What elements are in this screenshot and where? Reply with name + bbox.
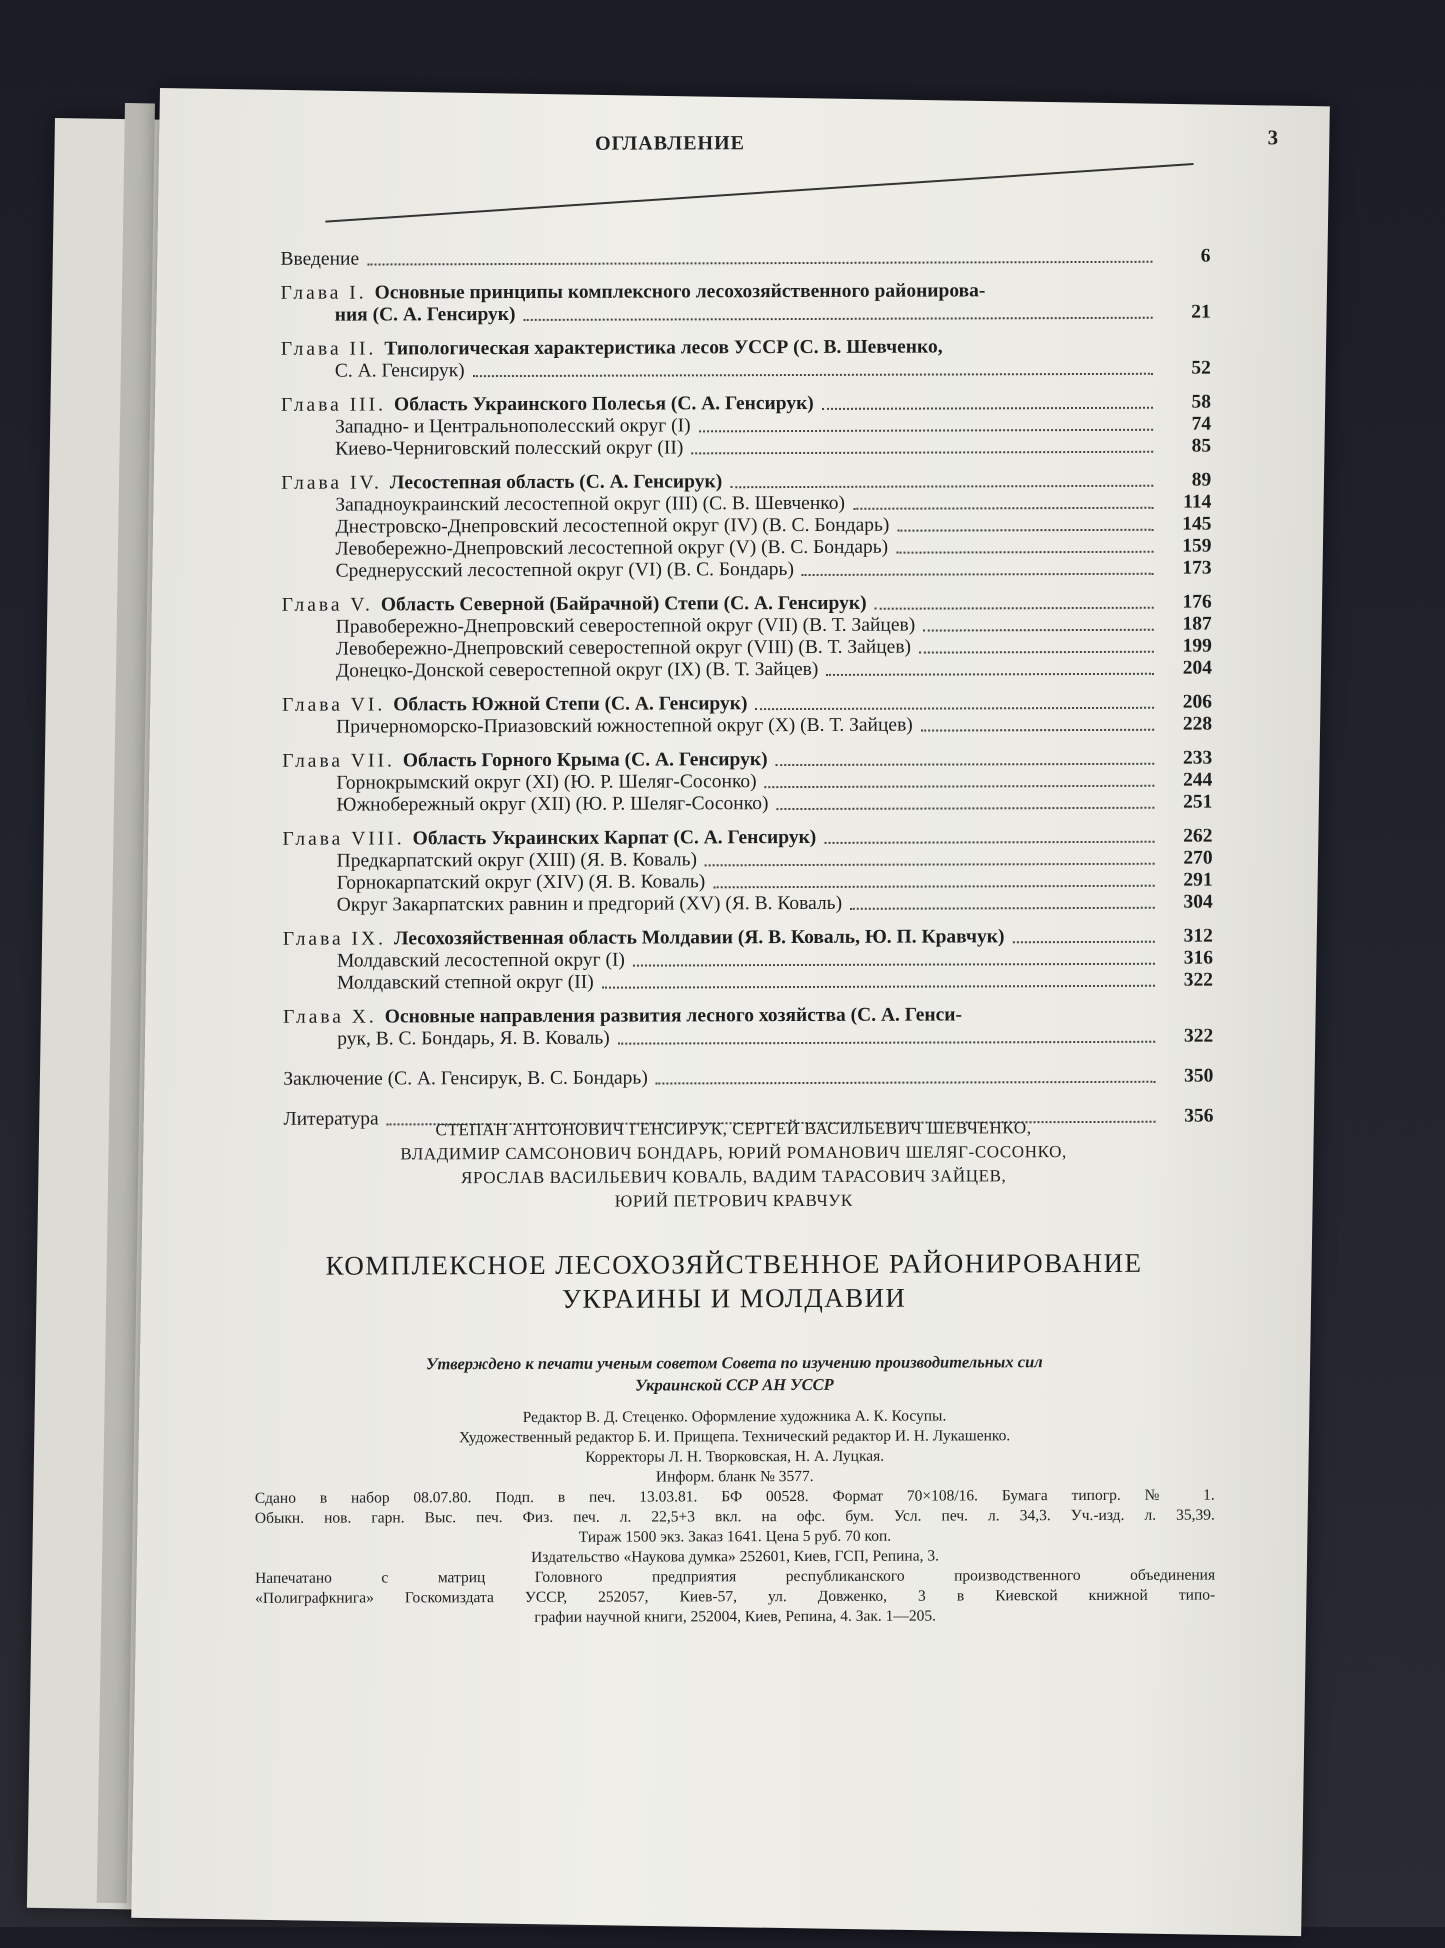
chapter-title: Область Горного Крыма (С. А. Генсирук) bbox=[402, 749, 768, 772]
toc-entry-intro bbox=[280, 246, 1210, 271]
toc-entry-text: Введение bbox=[280, 248, 360, 270]
leader-dots bbox=[755, 707, 1154, 710]
leader-dots bbox=[524, 317, 1153, 321]
approval-line: Украинской ССР АН УССР bbox=[635, 1374, 834, 1395]
subentry-text: Молдавский лесостепной округ (I) bbox=[336, 949, 625, 972]
chapter-title: Основные принципы комплексного лесохозяйственного районирова- bbox=[374, 280, 986, 304]
leader-dots bbox=[802, 573, 1154, 576]
toc-page-number: 204 bbox=[1182, 657, 1212, 679]
toc-page-number: 316 bbox=[1183, 947, 1213, 969]
toc-subentry bbox=[282, 658, 1212, 683]
toc-page-number: 206 bbox=[1182, 691, 1213, 713]
book-title-line: УКРАИНЫ И МОЛДАВИИ bbox=[561, 1282, 907, 1314]
toc-subentry bbox=[281, 414, 1211, 439]
toc-subentry bbox=[282, 636, 1212, 661]
leader-dots bbox=[822, 407, 1153, 410]
toc-subentry bbox=[282, 714, 1212, 739]
toc-subentry bbox=[281, 514, 1211, 539]
toc-page-number: 187 bbox=[1182, 613, 1212, 635]
toc-page-number: 291 bbox=[1183, 869, 1213, 891]
toc-heading: ОГЛАВЛЕНИЕ bbox=[595, 132, 746, 155]
subentry-text: Левобережно-Днепровский лесостепной округ (V) (В. С. Бондарь) bbox=[335, 536, 889, 560]
subentry-text: Причерноморско-Приазовский южностепной округ (X) (В. Т. Зайцев) bbox=[336, 714, 913, 738]
toc-page-number: 270 bbox=[1183, 847, 1213, 869]
leader-dots bbox=[1012, 941, 1154, 943]
leader-dots bbox=[367, 261, 1152, 266]
chapter-title: Область Украинского Полесья (С. А. Генсирук) bbox=[393, 392, 814, 416]
leader-dots bbox=[921, 729, 1154, 732]
chapter-label: Глава VI. bbox=[282, 694, 386, 716]
toc-page-number: 114 bbox=[1183, 491, 1212, 513]
toc-chapter-8 bbox=[282, 826, 1212, 917]
toc-chapter-6 bbox=[282, 692, 1212, 739]
imprint-block bbox=[255, 1406, 1216, 1629]
toc-page-number: 89 bbox=[1191, 469, 1212, 491]
subentry-text: Горнокарпатский округ (XIV) (Я. В. Коваль) bbox=[336, 871, 706, 894]
toc-subentry bbox=[282, 770, 1212, 795]
toc-subentry bbox=[282, 614, 1212, 639]
chapter-label: Глава II. bbox=[280, 338, 377, 360]
chapter-title: Основные направления развития лесного хозяйства (С. А. Генси- bbox=[384, 1004, 963, 1028]
toc-subentry bbox=[281, 492, 1211, 517]
toc-subentry bbox=[283, 848, 1213, 873]
leader-dots bbox=[850, 907, 1155, 910]
subentry-text: Среднерусский лесостепной округ (VI) (В. С. Бондарь) bbox=[335, 559, 794, 582]
subentry-text: Округ Закарпатских равнин и предгорий (XV) (Я. В. Коваль) bbox=[336, 892, 843, 916]
leader-dots bbox=[730, 485, 1153, 488]
leader-dots bbox=[853, 507, 1153, 510]
page-number: 3 bbox=[1267, 125, 1279, 150]
approval-line: Утверждено к печати ученым советом Совета по изучению производительных сил bbox=[425, 1352, 1043, 1374]
chapter-title: Область Украинских Карпат (С. А. Генсирук) bbox=[412, 826, 817, 850]
book-title bbox=[314, 1246, 1154, 1317]
author-line: ВЛАДИМИР САМСОНОВИЧ БОНДАРЬ, ЮРИЙ РОМАНОВИЧ ШЕЛЯГ-СОСОНКО, bbox=[400, 1142, 1067, 1164]
chapter-title-cont: С. А. Генсирук) bbox=[334, 360, 465, 382]
chapter-label: Глава VII. bbox=[282, 750, 395, 772]
toc-chapter-9 bbox=[283, 926, 1213, 995]
toc-entry-conclusion bbox=[283, 1066, 1213, 1091]
toc-page-number: 145 bbox=[1182, 513, 1212, 535]
toc-chapter-10 bbox=[283, 1004, 1213, 1051]
leader-dots bbox=[896, 551, 1153, 554]
imprint-line: Информ. бланк № 3577. bbox=[655, 1467, 814, 1486]
toc-subentry bbox=[283, 892, 1213, 917]
chapter-label: Глава III. bbox=[280, 394, 387, 416]
imprint-line: Сдано в набор 08.07.80. Подп. в печ. 13.03.81. БФ 00528. Формат 70×108/16. Бумага типогр. № 1. bbox=[254, 1486, 1215, 1507]
toc-chapter-5 bbox=[282, 592, 1212, 683]
toc-page-number: 233 bbox=[1182, 747, 1213, 769]
chapter-title-cont: ния (С. А. Генсирук) bbox=[334, 303, 516, 326]
imprint-line: Напечатано с матриц Головного предприятия республиканского производственного объединения bbox=[255, 1566, 1216, 1587]
leader-dots bbox=[699, 429, 1153, 433]
chapter-label: Глава IX. bbox=[282, 928, 387, 950]
toc-page-number: 176 bbox=[1182, 591, 1212, 613]
book-page bbox=[131, 88, 1330, 1936]
chapter-label: Глава V. bbox=[281, 594, 373, 616]
chapter-title: Область Северной (Байрачной) Степи (С. А. Генсирук) bbox=[380, 592, 867, 616]
toc-page-number: 322 bbox=[1183, 969, 1214, 991]
subentry-text: Правобережно-Днепровский северостепной округ (VII) (В. Т. Зайцев) bbox=[335, 614, 916, 638]
heading-rule bbox=[325, 163, 1193, 223]
subentry-text: Левобережно-Днепровский северостепной округ (VIII) (В. Т. Зайцев) bbox=[335, 636, 912, 660]
toc-page-number: 251 bbox=[1183, 791, 1213, 813]
leader-dots bbox=[919, 651, 1154, 654]
leader-dots bbox=[656, 1081, 1156, 1085]
toc-subentry bbox=[283, 870, 1213, 895]
toc-page-number: 244 bbox=[1183, 769, 1213, 791]
book-title-line: КОМПЛЕКСНОЕ ЛЕСОХОЗЯЙСТВЕННОЕ РАЙОНИРОВАНИЕ bbox=[325, 1247, 1143, 1281]
leader-dots bbox=[633, 963, 1155, 967]
author-line: ЮРИЙ ПЕТРОВИЧ КРАВЧУК bbox=[614, 1190, 853, 1211]
toc-page-number: 304 bbox=[1183, 891, 1213, 913]
toc-subentry bbox=[281, 536, 1211, 561]
approval-note bbox=[334, 1351, 1134, 1398]
leader-dots bbox=[776, 763, 1155, 766]
leader-dots bbox=[705, 863, 1155, 867]
author-line: СТЕПАН АНТОНОВИЧ ГЕНСИРУК, СЕРГЕЙ ВАСИЛЬЕВИЧ ШЕВЧЕНКО, bbox=[435, 1118, 1032, 1140]
subentry-text: Молдавский степной округ (II) bbox=[336, 971, 594, 994]
leader-dots bbox=[713, 885, 1154, 889]
toc-chapter-4 bbox=[281, 470, 1211, 583]
imprint-line: Обыкн. нов. гарн. Выс. печ. Физ. печ. л. 22,5+3 вкл. на офс. бум. Усл. печ. л. 34,3. Уч.-изд. л. 35,39. bbox=[254, 1506, 1215, 1527]
toc-chapter-3 bbox=[281, 392, 1211, 461]
leader-dots bbox=[691, 451, 1153, 455]
toc-subentry bbox=[283, 948, 1213, 973]
toc-page-number: 173 bbox=[1182, 557, 1212, 579]
toc-page-number: 74 bbox=[1191, 413, 1212, 435]
toc-page-number: 199 bbox=[1182, 635, 1212, 657]
imprint-line: Художественный редактор Б. И. Прищепа. Технический редактор И. Н. Лукашенко. bbox=[458, 1427, 1011, 1447]
leader-dots bbox=[923, 629, 1154, 632]
toc-subentry bbox=[283, 970, 1213, 995]
subentry-text: Донецко-Донской северостепной округ (IX) (В. Т. Зайцев) bbox=[335, 658, 819, 682]
toc-subentry bbox=[282, 558, 1212, 583]
toc-chapter-1 bbox=[281, 280, 1211, 327]
imprint-line: графии научной книги, 252004, Киев, Репина, 4. Зак. 1—205. bbox=[534, 1607, 937, 1626]
toc-page-number: 21 bbox=[1191, 301, 1211, 323]
chapter-label: Глава IV. bbox=[281, 472, 382, 494]
toc-page-number: 322 bbox=[1183, 1025, 1214, 1047]
toc-page-number: 6 bbox=[1200, 245, 1211, 267]
chapter-title: Лесостепная область (С. А. Генсирук) bbox=[389, 471, 723, 494]
author-list bbox=[333, 1116, 1133, 1215]
toc-entry-text: Литература bbox=[283, 1108, 379, 1130]
leader-dots bbox=[824, 841, 1154, 844]
author-line: ЯРОСЛАВ ВАСИЛЬЕВИЧ КОВАЛЬ, ВАДИМ ТАРАСОВИЧ ЗАЙЦЕВ, bbox=[460, 1166, 1007, 1188]
leader-dots bbox=[473, 373, 1153, 377]
subentry-text: Предкарпатский округ (XIII) (Я. В. Коваль) bbox=[336, 849, 698, 872]
imprint-line: «Полиграфкнига» Госкомиздата УССР, 252057, Киев-57, ул. Довженко, 3 в Киевской книжной типо- bbox=[255, 1586, 1216, 1607]
chapter-label: Глава VIII. bbox=[282, 828, 405, 850]
chapter-title: Лесохозяйственная область Молдавии (Я. В. Коваль, Ю. П. Кравчук) bbox=[393, 926, 1005, 950]
imprint-line: Тираж 1500 экз. Заказ 1641. Цена 5 руб. 70 коп. bbox=[578, 1527, 892, 1546]
leader-dots bbox=[897, 529, 1153, 532]
subentry-text: Горнокрымский округ (XI) (Ю. Р. Шеляг-Сосонко) bbox=[336, 771, 757, 794]
leader-dots bbox=[776, 807, 1154, 810]
imprint-line: Корректоры Л. Н. Творковская, Н. А. Луцкая. bbox=[585, 1447, 885, 1466]
toc-page-number: 85 bbox=[1191, 435, 1212, 457]
subentry-text: Днестровско-Днепровский лесостепной округ (IV) (В. С. Бондарь) bbox=[335, 514, 890, 538]
leader-dots bbox=[875, 607, 1154, 610]
toc-entry-text: Заключение (С. А. Генсирук, В. С. Бондарь) bbox=[283, 1067, 648, 1090]
toc-page-number: 356 bbox=[1184, 1105, 1214, 1127]
toc-chapter-2 bbox=[281, 336, 1211, 383]
toc-page-number: 159 bbox=[1182, 535, 1212, 557]
toc-page-number: 228 bbox=[1182, 713, 1213, 735]
toc-page-number: 262 bbox=[1183, 825, 1213, 847]
chapter-title: Область Южной Степи (С. А. Генсирук) bbox=[393, 693, 748, 716]
subentry-text: Западно- и Центральнополесский округ (I) bbox=[335, 415, 691, 438]
leader-dots bbox=[765, 785, 1155, 788]
leader-dots bbox=[618, 1041, 1155, 1045]
leader-dots bbox=[602, 985, 1155, 989]
table-of-contents bbox=[280, 226, 1213, 1131]
subentry-text: Киево-Черниговский полесский округ (II) bbox=[335, 437, 684, 460]
toc-page-number: 58 bbox=[1191, 391, 1212, 413]
toc-page-number: 312 bbox=[1183, 925, 1213, 947]
chapter-title: Типологическая характеристика лесов УССР (С. В. Шевченко, bbox=[384, 336, 943, 360]
subentry-text: Западноукраинский лесостепной округ (III) (С. В. Шевченко) bbox=[335, 492, 846, 516]
toc-subentry bbox=[282, 792, 1212, 817]
chapter-title-cont: рук, В. С. Бондарь, Я. В. Коваль) bbox=[337, 1027, 610, 1050]
chapter-label: Глава X. bbox=[283, 1006, 377, 1028]
imprint-line: Редактор В. Д. Стеценко. Оформление художника А. К. Косупы. bbox=[522, 1407, 947, 1426]
leader-dots bbox=[826, 673, 1154, 676]
toc-page-number: 350 bbox=[1184, 1065, 1214, 1087]
imprint-line: Издательство «Наукова думка» 252601, Киев, ГСП, Репина, 3. bbox=[531, 1547, 939, 1566]
chapter-label: Глава I. bbox=[280, 282, 367, 304]
subentry-text: Южнобережный округ (XII) (Ю. Р. Шеляг-Сосонко) bbox=[336, 793, 769, 816]
toc-subentry bbox=[281, 436, 1211, 461]
toc-chapter-7 bbox=[282, 748, 1212, 817]
toc-page-number: 52 bbox=[1191, 357, 1211, 379]
